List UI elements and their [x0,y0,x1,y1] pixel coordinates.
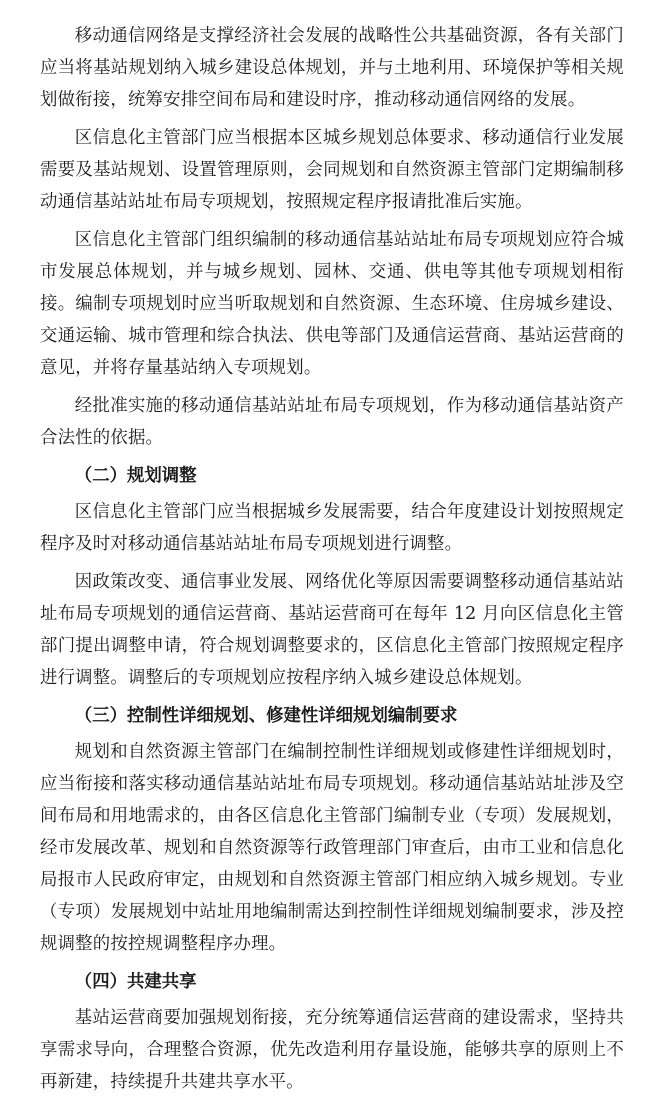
paragraph-sharing: 基站运营商要加强规划衔接，充分统筹通信运营商的建设需求，坚持共享需求导向，合理整合资源，优先改造利用存量设施，能够共享的原则上不再新建，持续提升共建共享水平。 [40,1008,624,1092]
section-heading-plan-adjustment: （二）规划调整 [74,466,197,486]
section-heading-co-construction-sharing: （四）共建共享 [74,972,197,992]
paragraph-compile-plan: 区信息化主管部门应当根据本区城乡规划总体要求、移动通信行业发展需要及基站规划、设置管理原则，会同规划和自然资源主管部门定期编制移动通信基站站址布局专项规划，按照规定程序报请批准后实施。 [40,128,624,212]
paragraph-adjust-timely: 区信息化主管部门应当根据城乡发展需要，结合年度建设计划按照规定程序及时对移动通信基站站址布局专项规划进行调整。 [40,502,624,554]
paragraph-detailed-plan: 规划和自然资源主管部门在编制控制性详细规划或修建性详细规划时，应当衔接和落实移动通信基站站址布局专项规划。移动通信基站站址涉及空间布局和用地需求的，由各区信息化主管部门编制专业（专项）发展规划，经市发展改革、规划和自然资源等行政管理部门审查后，由市工业和信息化局报市人民政府审定，由规划和自然资源主管部门相应纳入城乡规划。专业（专项）发展规划中站址用地编制需达到控制性详细规划编制要求，涉及控规调整的按控规调整程序办理。 [40,742,624,954]
paragraph-network-resource: 移动通信网络是支撑经济社会发展的战略性公共基础资源，各有关部门应当将基站规划纳入城乡建设总体规划，并与土地利用、环境保护等相关规划做衔接，统筹安排空间布局和建设时序，推动移动通信网络的发展。 [40,26,624,110]
section-heading-detailed-plan-requirements: （三）控制性详细规划、修建性详细规划编制要求 [74,706,458,726]
paragraph-plan-legal-basis: 经批准实施的移动通信基站站址布局专项规划，作为移动通信基站资产合法性的依据。 [40,396,624,448]
paragraph-plan-coordination: 区信息化主管部门组织编制的移动通信基站站址布局专项规划应符合城市发展总体规划，并与城乡规划、园林、交通、供电等其他专项规划相衔接。编制专项规划时应当听取规划和自然资源、生态环境、住房城乡建设、交通运输、城市管理和综合执法、供电等部门及通信运营商、基站运营商的意见，并将存量基站纳入专项规划。 [40,230,624,378]
paragraph-adjust-application: 因政策改变、通信事业发展、网络优化等原因需要调整移动通信基站站址布局专项规划的通信运营商、基站运营商可在每年 12 月向区信息化主管部门提出调整申请，符合规划调整要求的，区信息化主管部门按照规定程序进行调整。调整后的专项规划应按程序纳入城乡建设总体规划。 [40,572,624,688]
